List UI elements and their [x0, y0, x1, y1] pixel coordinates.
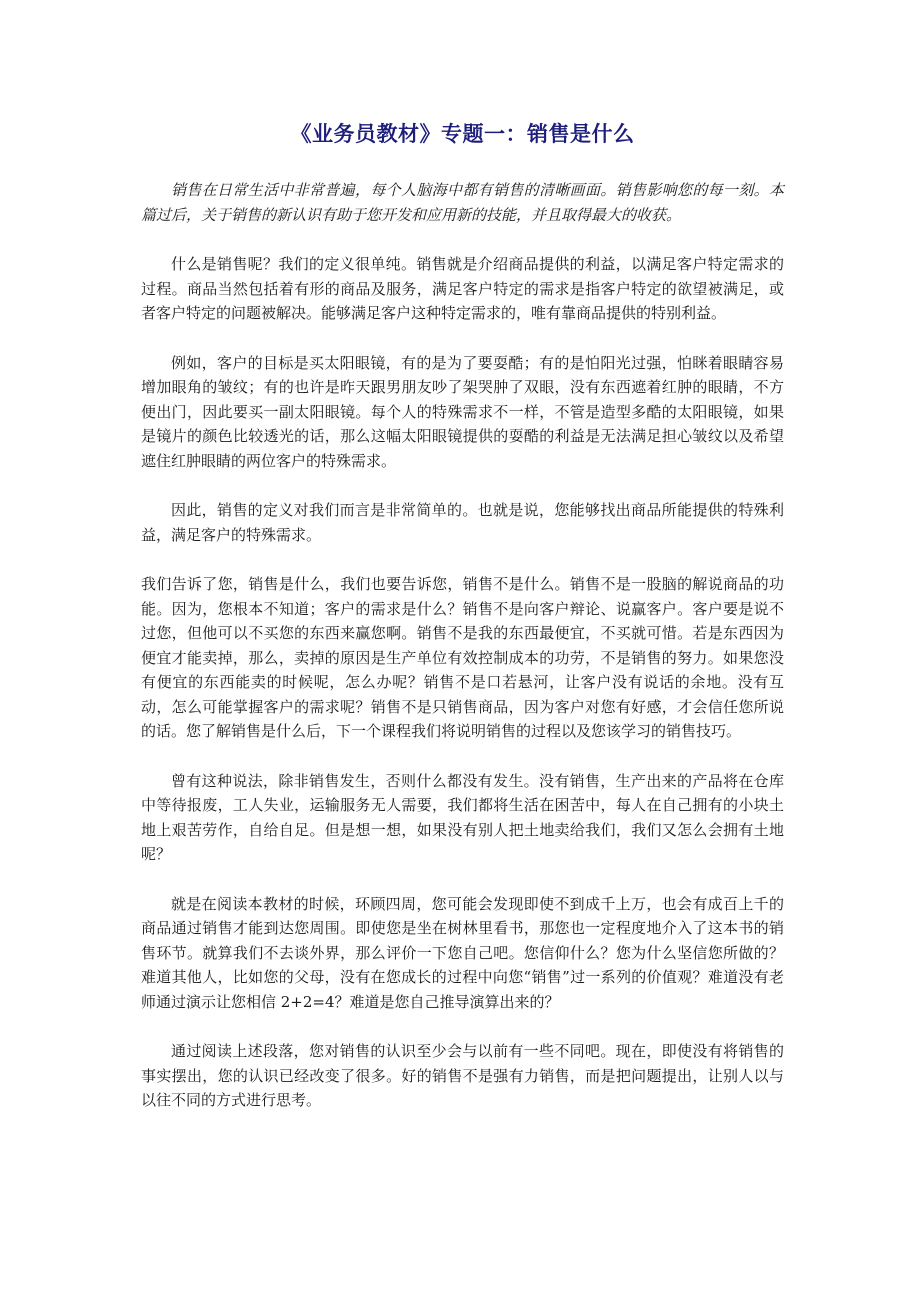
importance-paragraph: 曾有这种说法，除非销售发生，否则什么都没有发生。没有销售，生产出来的产品将在仓库中等待报废，工人失业，运输服务无人需要，我们都将生活在困苦中，每人在自己拥有的小块土地上艰苦劳作，自给自足。但是想一想，如果没有别人把土地卖给我们，我们又怎么会拥有土地呢？ — [141, 771, 784, 863]
definition-summary-paragraph: 因此，销售的定义对我们而言是非常简单的。也就是说，您能够找出商品所能提供的特殊利益，满足客户的特殊需求。 — [141, 501, 784, 544]
document-page — [141, 118, 784, 1138]
intro-paragraph: 销售在日常生活中非常普遍，每个人脑海中都有销售的清晰画面。销售影响您的每一刻。本篇过后，关于销售的新认识有助于您开发和应用新的技能，并且取得最大的收获。 — [141, 181, 784, 224]
everyday-selling-paragraph: 就是在阅读本教材的时候，环顾四周，您可能会发现即使不到成千上万，也会有成百上千的商品通过销售才能到达您周围。即使您是坐在树林里看书，那您也一定程度地介入了这本书的销售环节。就算我们不去谈外界，那么评价一下您自己吧。您信仰什么？您为什么坚信您所做的？难道其他人，比如您的父母，没有在您成长的过程中向您“销售”过一系列的价值观？难道没有老师通过演示让您相信 2+2=4？难道是您自己推导演算出来的？ — [141, 894, 784, 1011]
conclusion-paragraph: 通过阅读上述段落，您对销售的认识至少会与以前有一些不同吧。现在，即使没有将销售的事实摆出，您的认识已经改变了很多。好的销售不是强有力销售，而是把问题提出，让别人以与以往不同的方式进行思考。 — [141, 1042, 784, 1109]
what-selling-is-not-paragraph: 我们告诉了您，销售是什么，我们也要告诉您，销售不是什么。销售不是一股脑的解说商品的功能。因为，您根本不知道；客户的需求是什么？销售不是向客户辩论、说赢客户。客户要是说不过您，但他可以不买您的东西来赢您啊。销售不是我的东西最便宜，不买就可惜。若是东西因为便宜才能卖掉，那么，卖掉的原因是生产单位有效控制成本的功劳，不是销售的努力。如果您没有便宜的东西能卖的时候呢，怎么办呢？销售不是口若悬河，让客户没有说话的余地。没有互动，怎么可能掌握客户的需求呢？销售不是只销售商品，因为客户对您有好感，才会信任您所说的话。您了解销售是什么后，下一个课程我们将说明销售的过程以及您该学习的销售技巧。 — [141, 575, 784, 740]
sunglasses-example-paragraph: 例如，客户的目标是买太阳眼镜，有的是为了要耍酷；有的是怕阳光过强，怕眯着眼睛容易增加眼角的皱纹；有的也许是昨天跟男朋友吵了架哭肿了双眼，没有东西遮着红肿的眼睛，不方便出门，因此要买一副太阳眼镜。每个人的特殊需求不一样，不管是造型多酷的太阳眼镜，如果是镜片的颜色比较透光的话，那么这幅太阳眼镜提供的耍酷的利益是无法满足担心皱纹以及希望遮住红肿眼睛的两位客户的特殊需求。 — [141, 353, 784, 470]
definition-paragraph: 什么是销售呢？我们的定义很单纯。销售就是介绍商品提供的利益，以满足客户特定需求的过程。商品当然包括着有形的商品及服务，满足客户特定的需求是指客户特定的欲望被满足，或者客户特定的问题被解决。能够满足客户这种特定需求的，唯有靠商品提供的特别利益。 — [141, 255, 784, 322]
document-title: 《业务员教材》专题一：销售是什么 — [290, 122, 635, 146]
